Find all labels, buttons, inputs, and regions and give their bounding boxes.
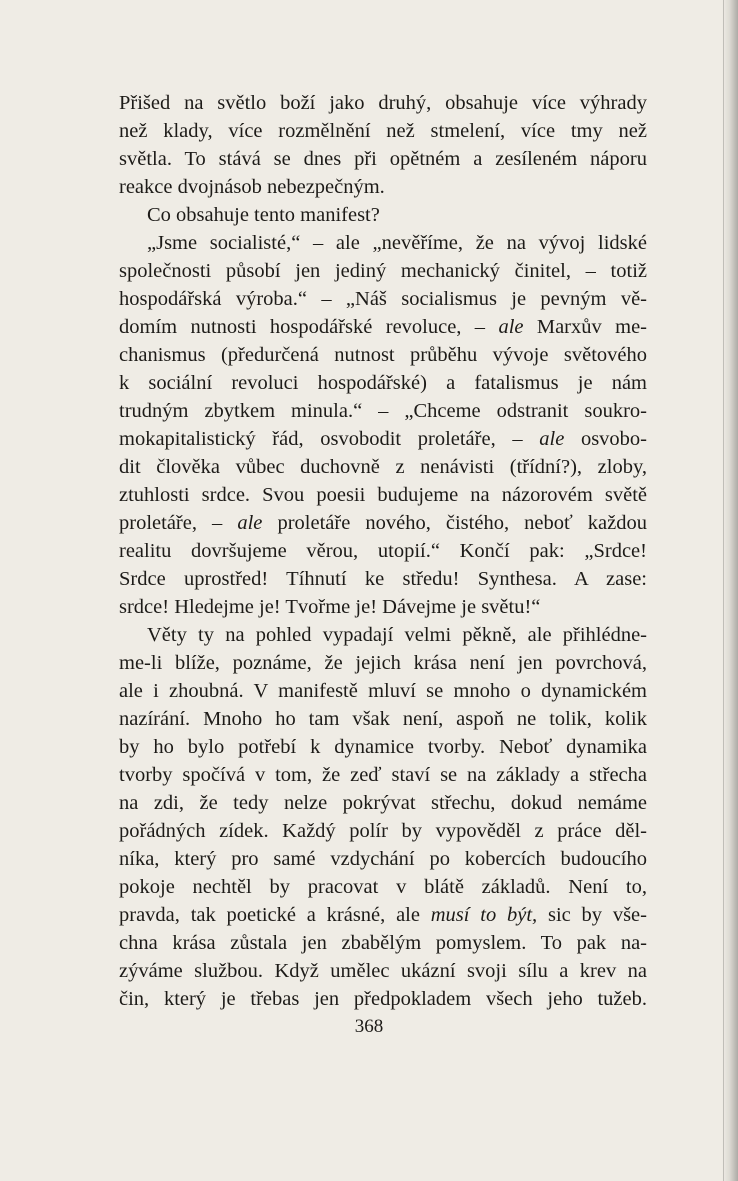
text-segment: sic by vše-: [537, 904, 647, 926]
text-segment: mokapitalistický řád, osvobodit proletáře, –: [119, 428, 540, 450]
text-line: tvorby spočívá v tom, že zeď staví se na základy a střecha: [119, 764, 647, 786]
text-line: by ho bylo potřebí k dynamice tvorby. Neboť dynamika: [119, 736, 647, 758]
italic-phrase: musí to být,: [430, 904, 538, 926]
text-line: realitu dovršujeme věrou, utopií.“ Končí pak: „Srdce!: [119, 540, 647, 562]
italic-word: ale: [237, 512, 263, 534]
text-line: Věty ty na pohled vypadají velmi pěkně, ale přihlédne-: [147, 624, 647, 646]
text-segment: pravda, tak poetické a krásné, ale: [119, 904, 431, 926]
text-segment: proletáře, –: [119, 512, 238, 534]
text-line: hospodářská výroba.“ – „Náš socialismus je pevným vě-: [119, 288, 647, 310]
text-segment: domím nutnosti hospodářské revoluce, –: [119, 316, 499, 338]
text-line: dit člověka vůbec duchovně z nenávisti (třídní?), zloby,: [119, 456, 647, 478]
text-line: srdce! Hledejme je! Tvořme je! Dávejme je světu!“: [119, 596, 541, 618]
text-line: níka, který pro samé vzdychání po kobercích budoucího: [119, 848, 647, 870]
text-line: Přišed na světlo boží jako druhý, obsahuje více výhrady: [119, 92, 647, 114]
text-line: na zdi, že tedy nelze pokrývat střechu, dokud nemáme: [119, 792, 647, 814]
text-line: než klady, více rozmělnění než stmelení, více tmy než: [119, 120, 647, 142]
text-segment: osvobo-: [564, 428, 647, 450]
text-segment: Marxův me-: [523, 316, 647, 338]
text-line: chanismus (předurčená nutnost průběhu vývoje světového: [119, 344, 647, 366]
text-line: ztuhlosti srdce. Svou poesii budujeme na názorovém světě: [119, 484, 647, 506]
text-line: nazírání. Mnoho ho tam však není, aspoň ne tolik, kolik: [119, 708, 647, 730]
text-line: k sociální revoluci hospodářské) a fatalismus je nám: [119, 372, 647, 394]
italic-word: ale: [498, 316, 524, 338]
text-line: [119, 425, 647, 453]
text-line: reakce dvojnásob nebezpečným.: [119, 176, 385, 198]
text-segment: proletáře nového, čistého, neboť každou: [262, 512, 648, 534]
text-line: me-li blíže, poznáme, že jejich krása není jen povrchová,: [119, 652, 647, 674]
text-line: Co obsahuje tento manifest?: [147, 204, 380, 226]
italic-word: ale: [539, 428, 565, 450]
text-line: čin, který je třebas jen předpokladem všech jeho tužeb.: [119, 988, 647, 1010]
text-line: [119, 313, 647, 341]
text-line: chna krása zůstala jen zbabělým pomyslem. To pak na-: [119, 932, 647, 954]
text-line: pořádných zídek. Každý polír by vypověděl z práce děl-: [119, 820, 647, 842]
page-number: 368: [354, 1016, 384, 1037]
text-line: ale i zhoubná. V manifestě mluví se mnoho o dynamickém: [119, 680, 647, 702]
text-line: [119, 509, 647, 537]
text-line: [119, 901, 647, 929]
text-line: trudným zbytkem minula.“ – „Chceme odstranit soukro-: [119, 400, 647, 422]
text-line: pokoje nechtěl by pracovat v blátě základů. Není to,: [119, 876, 647, 898]
text-line: světla. To stává se dnes při opětném a zesíleném náporu: [119, 148, 647, 170]
text-line: zýváme službou. Když umělec ukázní svoji sílu a krev na: [119, 960, 647, 982]
text-line: „Jsme socialisté,“ – ale „nevěříme, že na vývoj lidské: [147, 232, 647, 254]
text-line: Srdce uprostřed! Tíhnutí ke středu! Synthesa. A zase:: [119, 568, 647, 590]
text-line: společnosti působí jen jediný mechanický činitel, – totiž: [119, 260, 647, 282]
